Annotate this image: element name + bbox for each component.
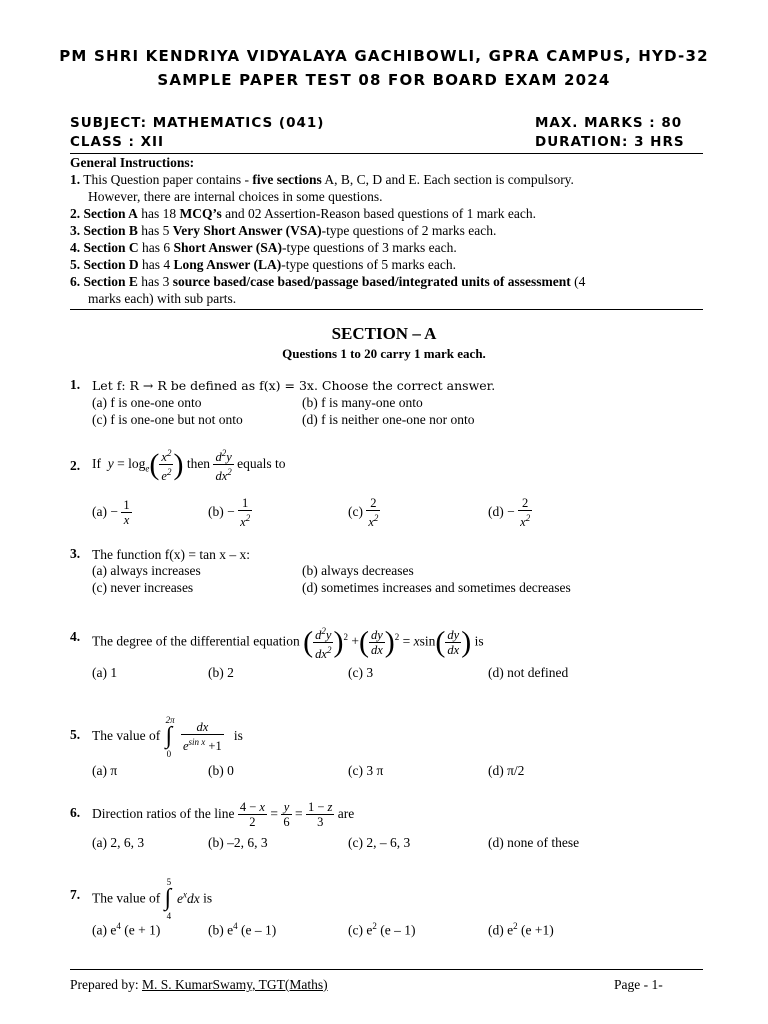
q3-number: 3. (70, 546, 81, 561)
duration: DURATION: 3 HRS (535, 134, 685, 150)
q4-option-a: (a) 1 (92, 665, 118, 680)
q3-text: The function f(x) = tan x – x: (92, 547, 250, 562)
q5-equation: The value of 2π ∫ 0 $\frac{dx}{e^{sin x} +1}$ is (92, 714, 243, 759)
q3-option-a: (a) always increases (92, 563, 201, 578)
q6-option-c: (c) 2, – 6, 3 (348, 835, 411, 850)
q7-option-b: (b) $e^4$ (e – 1) (208, 921, 277, 938)
q2-equation: If $y = \log_e$( $\frac{x^2}{e^2}$ ) then $\frac{d^2y}{dx^2}$ equals to (92, 447, 286, 484)
q2-option-a: (a) − $\frac{1}{x}$ (92, 498, 130, 528)
subject: SUBJECT: MATHEMATICS (041) (70, 115, 325, 131)
school-name: PM SHRI KENDRIYA VIDYALAYA GACHIBOWLI, GPRA CAMPUS, HYD-32 (59, 47, 709, 65)
q3-option-b: (b) always decreases (302, 563, 414, 578)
q5-option-c: (c) 3 π (348, 763, 384, 778)
section-subtitle: Questions 1 to 20 carry 1 mark each. (282, 346, 486, 361)
q1-text: Let f: R → R be defined as f(x) = 3x. Choose the correct answer. (92, 378, 496, 393)
instructions-title: General Instructions: (70, 155, 195, 170)
author-name: M. S. KumarSwamy, TGT(Maths) (141, 977, 328, 992)
instruction-2: 2. Section A has 18 MCQ’s and 02 Assertion-Reason based questions of 1 mark each. (70, 206, 536, 221)
q6-option-d: (d) none of these (488, 835, 580, 850)
q7-number: 7. (70, 887, 81, 902)
instruction-1: 1. This Question paper contains - five sections A, B, C, D and E. Each section is compulsory. (70, 172, 574, 187)
q7-equation: The value of 5 ∫ 4 $e^xdx$ is (92, 877, 213, 922)
instruction-1-cont: However, there are internal choices in some questions. (88, 189, 383, 204)
instruction-5: 5. Section D has 4 Long Answer (LA)-type questions of 5 marks each. (70, 257, 456, 272)
q4-option-d: (d) not defined (488, 665, 569, 680)
instruction-6: 6. Section E has 3 source based/case based/passage based/integrated units of assessment (4 (70, 274, 586, 289)
q4-option-c: (c) 3 (348, 665, 374, 680)
footer-prepared-by: Prepared by: M. S. KumarSwamy, TGT(Maths) (70, 977, 328, 992)
q1-option-c: (c) f is one-one but not onto (92, 412, 243, 427)
paper-title: SAMPLE PAPER TEST 08 FOR BOARD EXAM 2024 (157, 71, 611, 89)
q4-number: 4. (70, 629, 81, 644)
q2-option-c: (c) $\frac{2}{x^2}$ (348, 496, 379, 530)
q2-option-b: (b) − $\frac{1}{x^2}$ (208, 496, 251, 530)
q1-option-d: (d) f is neither one-one nor onto (302, 412, 475, 427)
max-marks: MAX. MARKS : 80 (535, 115, 683, 131)
class: CLASS : XII (70, 134, 165, 150)
q7-option-c: (c) $e^2$ (e – 1) (348, 921, 416, 938)
q1-option-a: (a) f is one-one onto (92, 395, 202, 410)
q4-option-b: (b) 2 (208, 665, 234, 680)
q6-option-a: (a) 2, 6, 3 (92, 835, 145, 850)
q7-option-a: (a) $e^4$ (e + 1) (92, 921, 161, 938)
section-title: SECTION – A (331, 324, 437, 343)
q6-equation: Direction ratios of the line $\frac{4 - x}{2}$ = $\frac{y}{6}$ = $\frac{1 - z}{3}$ are (92, 800, 355, 830)
footer-rule (70, 969, 703, 970)
instruction-4: 4. Section C has 6 Short Answer (SA)-type questions of 3 marks each. (70, 240, 457, 255)
q5-option-b: (b) 0 (208, 763, 234, 778)
q7-option-d: (d) $e^2$ (e +1) (488, 921, 554, 938)
q2-option-d: (d) − $\frac{2}{x^2}$ (488, 496, 531, 530)
q1-option-b: (b) f is many-one onto (302, 395, 423, 410)
instruction-3: 3. Section B has 5 Very Short Answer (VSA)-type questions of 2 marks each. (70, 223, 497, 238)
q6-option-b: (b) –2, 6, 3 (208, 835, 268, 850)
q2-number: 2. (70, 458, 81, 473)
q4-equation: The degree of the differential equation ( $\frac{d^2y}{dx^2}$ )$^2$ +( $\frac{dy}{dx}$ )$^2$ = xsin( $\frac{dy}{dx}$ ) is (92, 625, 484, 662)
q5-option-a: (a) π (92, 763, 118, 778)
q5-option-d: (d) π/2 (488, 763, 525, 778)
q5-number: 5. (70, 727, 81, 742)
q1-number: 1. (70, 377, 81, 392)
instructions-rule (70, 309, 703, 310)
page-number: Page - 1- (614, 977, 663, 992)
q3-option-c: (c) never increases (92, 580, 194, 595)
q3-option-d: (d) sometimes increases and sometimes decreases (302, 580, 571, 595)
q6-number: 6. (70, 805, 81, 820)
instruction-6-cont: marks each) with sub parts. (88, 291, 237, 306)
